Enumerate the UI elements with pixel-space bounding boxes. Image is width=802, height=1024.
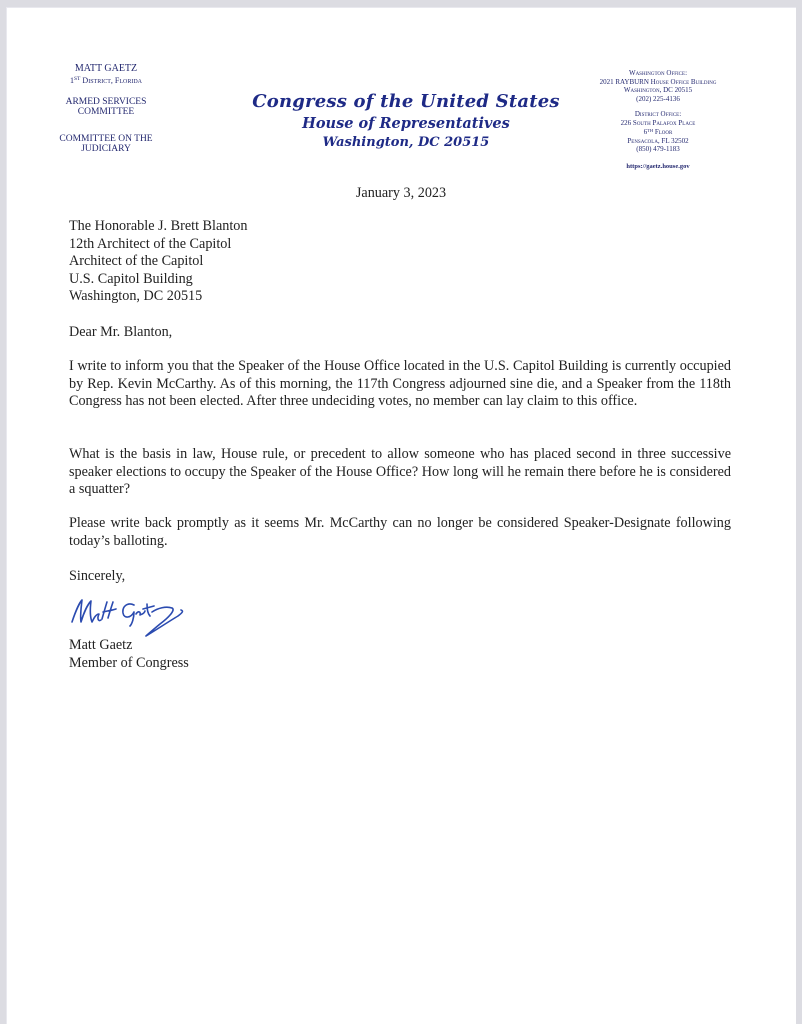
office-label: Washington Office: (628, 69, 688, 77)
paragraph: I write to inform you that the Speaker of the House Office located in the U.S. Capitol Building is currently occupied by Rep. Kevin McCarthy. As of this morning, the 117th Congress adjourned sine die, and a Speaker from the 118th Congress has not been elected. After three undeciding votes, no member can lay claim to this office. (69, 358, 731, 409)
committee-line: ARMED SERVICES (65, 97, 147, 107)
signature-stroke (146, 607, 182, 636)
floor-suffix: TH (647, 128, 654, 133)
district-office (573, 110, 743, 154)
website-link[interactable]: https://gaetz.house.gov (626, 162, 690, 170)
closing: Sincerely, (69, 568, 126, 584)
office-phone: (202) 225-4136 (636, 94, 680, 103)
letterhead-congress: Congress of the United States (252, 91, 560, 112)
office-address-line: 226 South Palafox Place (620, 118, 696, 127)
member-district (36, 74, 176, 86)
letter-date: January 3, 2023 (355, 185, 447, 201)
committee-line: JUDICIARY (81, 144, 131, 154)
district-suffix: ST (74, 76, 81, 82)
recipient-address (69, 218, 248, 306)
office-address-line: 2021 RAYBURN House Office Building (599, 77, 717, 86)
office-floor (573, 127, 743, 137)
paragraph: What is the basis in law, House rule, or precedent to allow someone who has placed second in three successive speaker elections to occupy the Speaker of the House Office? How long will he remain there before he is considered a squatter? (69, 446, 731, 497)
letterhead-right (573, 69, 743, 171)
committee-armed-services (36, 97, 176, 117)
district-number: 1 (70, 76, 74, 85)
signature-stroke (123, 604, 154, 626)
letterhead-left (36, 64, 176, 165)
office-phone: (850) 479-1183 (636, 145, 680, 153)
signer-name: Matt Gaetz (69, 637, 133, 653)
recipient-line: Washington, DC 20515 (69, 288, 203, 304)
district-text: District, Florida (80, 76, 142, 85)
committee-judiciary (36, 134, 176, 154)
committee-line: COMMITTEE ON THE (59, 134, 153, 144)
recipient-line: Architect of the Capitol (69, 253, 204, 269)
recipient-line: 12th Architect of the Capitol (69, 235, 232, 252)
floor-text: Floor (653, 128, 673, 136)
signature-stroke (102, 602, 116, 619)
signature-block (69, 637, 189, 672)
floor-number: 6 (643, 128, 648, 136)
recipient-line: U.S. Capitol Building (69, 270, 193, 287)
office-label: District Office: (634, 110, 682, 118)
signer-title: Member of Congress (69, 654, 189, 671)
washington-office (573, 69, 743, 103)
letterhead-city: Washington, DC 20515 (322, 135, 490, 150)
member-name: MATT GAETZ (74, 63, 138, 74)
recipient-line: The Honorable J. Brett Blanton (69, 218, 248, 234)
salutation: Dear Mr. Blanton, (69, 324, 173, 340)
signature-stroke (72, 600, 101, 622)
letterhead-center (246, 90, 566, 152)
office-address-line: Pensacola, FL 32502 (627, 136, 689, 145)
paragraph: Please write back promptly as it seems Mr. McCarthy can no longer be considered Speaker-Designate following today’s balloting. (69, 515, 731, 549)
office-address-line: Washington, DC 20515 (623, 86, 693, 94)
letterhead-house: House of Representatives (302, 115, 510, 132)
committee-line: COMMITTEE (77, 107, 135, 117)
